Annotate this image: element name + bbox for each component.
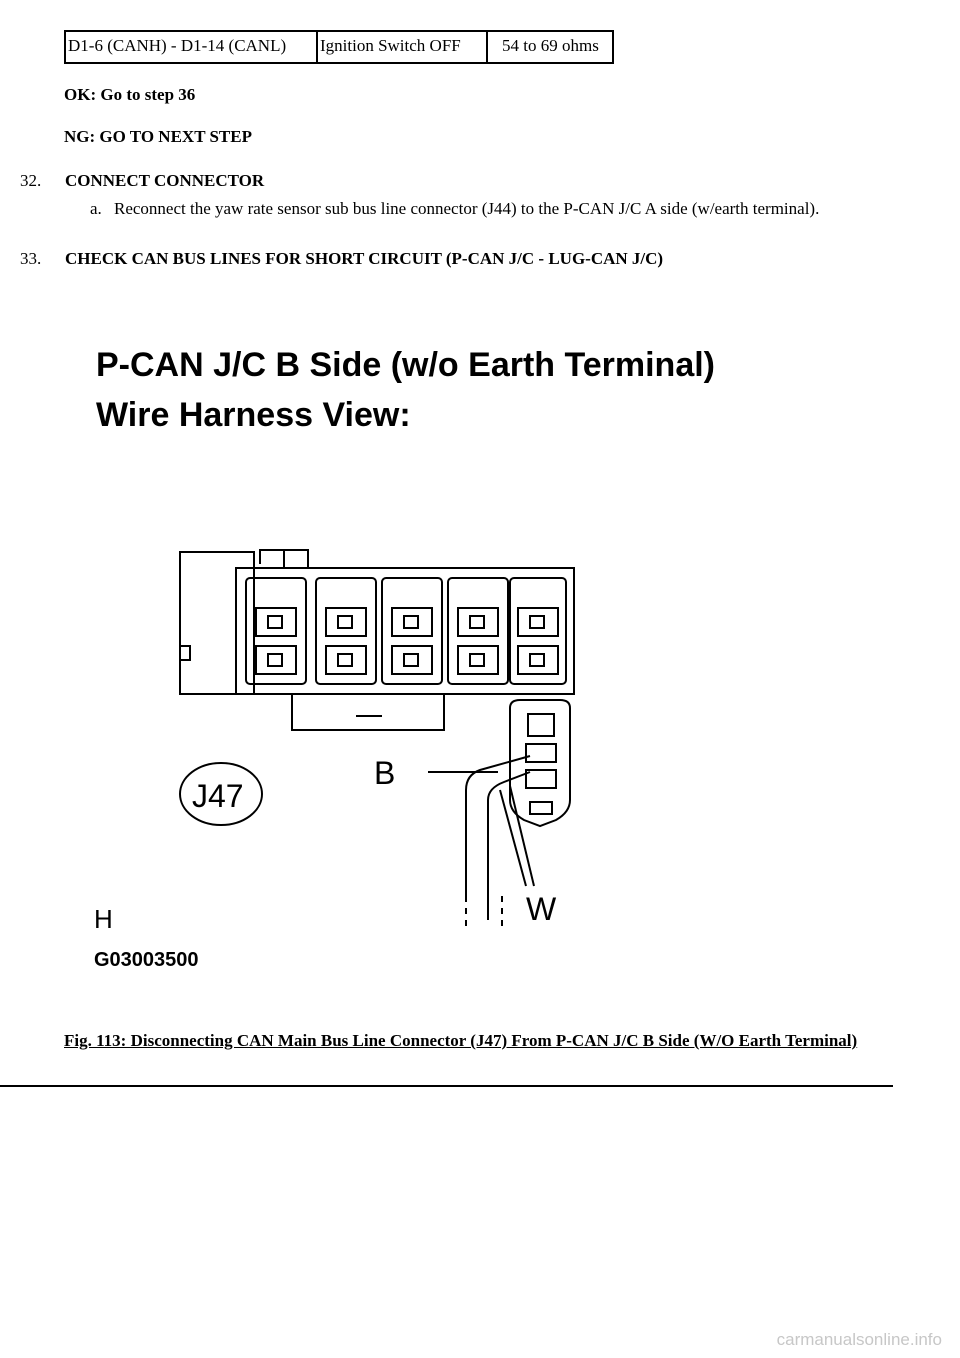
connector-figure [64, 320, 784, 970]
terminal-connection-cell: D1-6 (CANH) - D1-14 (CANL) [64, 32, 318, 62]
result-ok: OK: Go to step 36 [64, 85, 196, 104]
step-33 [20, 248, 664, 270]
figure-heading-2: Wire Harness View: [96, 396, 411, 434]
step-title: CHECK CAN BUS LINES FOR SHORT CIRCUIT (P-CAN J/C - LUG-CAN J/C) [65, 249, 664, 268]
step-title: CONNECT CONNECTOR [65, 171, 265, 190]
result-ng: NG: GO TO NEXT STEP [64, 127, 252, 146]
step-number: 33. [20, 249, 42, 268]
spec-table-row [64, 30, 614, 64]
watermark: carmanualsonline.info [776, 1330, 942, 1349]
figure-code: G03003500 [94, 949, 199, 970]
specified-value-cell: 54 to 69 ohms [488, 32, 614, 62]
substep-text: Reconnect the yaw rate sensor sub bus line connector (J44) to the P-CAN J/C A side (w/earth terminal). [114, 199, 820, 218]
substep-letter: a. [90, 199, 102, 218]
step-number: 32. [20, 171, 42, 190]
figure-caption[interactable]: Fig. 113: Disconnecting CAN Main Bus Line Connector (J47) From P-CAN J/C B Side (W/O Earth Terminal) [64, 1031, 858, 1050]
connector-label: J47 [192, 778, 244, 814]
section-divider [0, 1085, 893, 1087]
substep-32a [90, 198, 850, 220]
wire-label-w: W [526, 891, 557, 927]
figure-heading-1: P-CAN J/C B Side (w/o Earth Terminal) [96, 346, 716, 384]
wire-label-b: B [374, 755, 396, 791]
corner-mark: H [94, 904, 113, 934]
step-32 [20, 170, 265, 192]
condition-cell: Ignition Switch OFF [318, 32, 488, 62]
terminal-cavities [246, 578, 566, 684]
connector-j47-drawing [180, 550, 574, 930]
